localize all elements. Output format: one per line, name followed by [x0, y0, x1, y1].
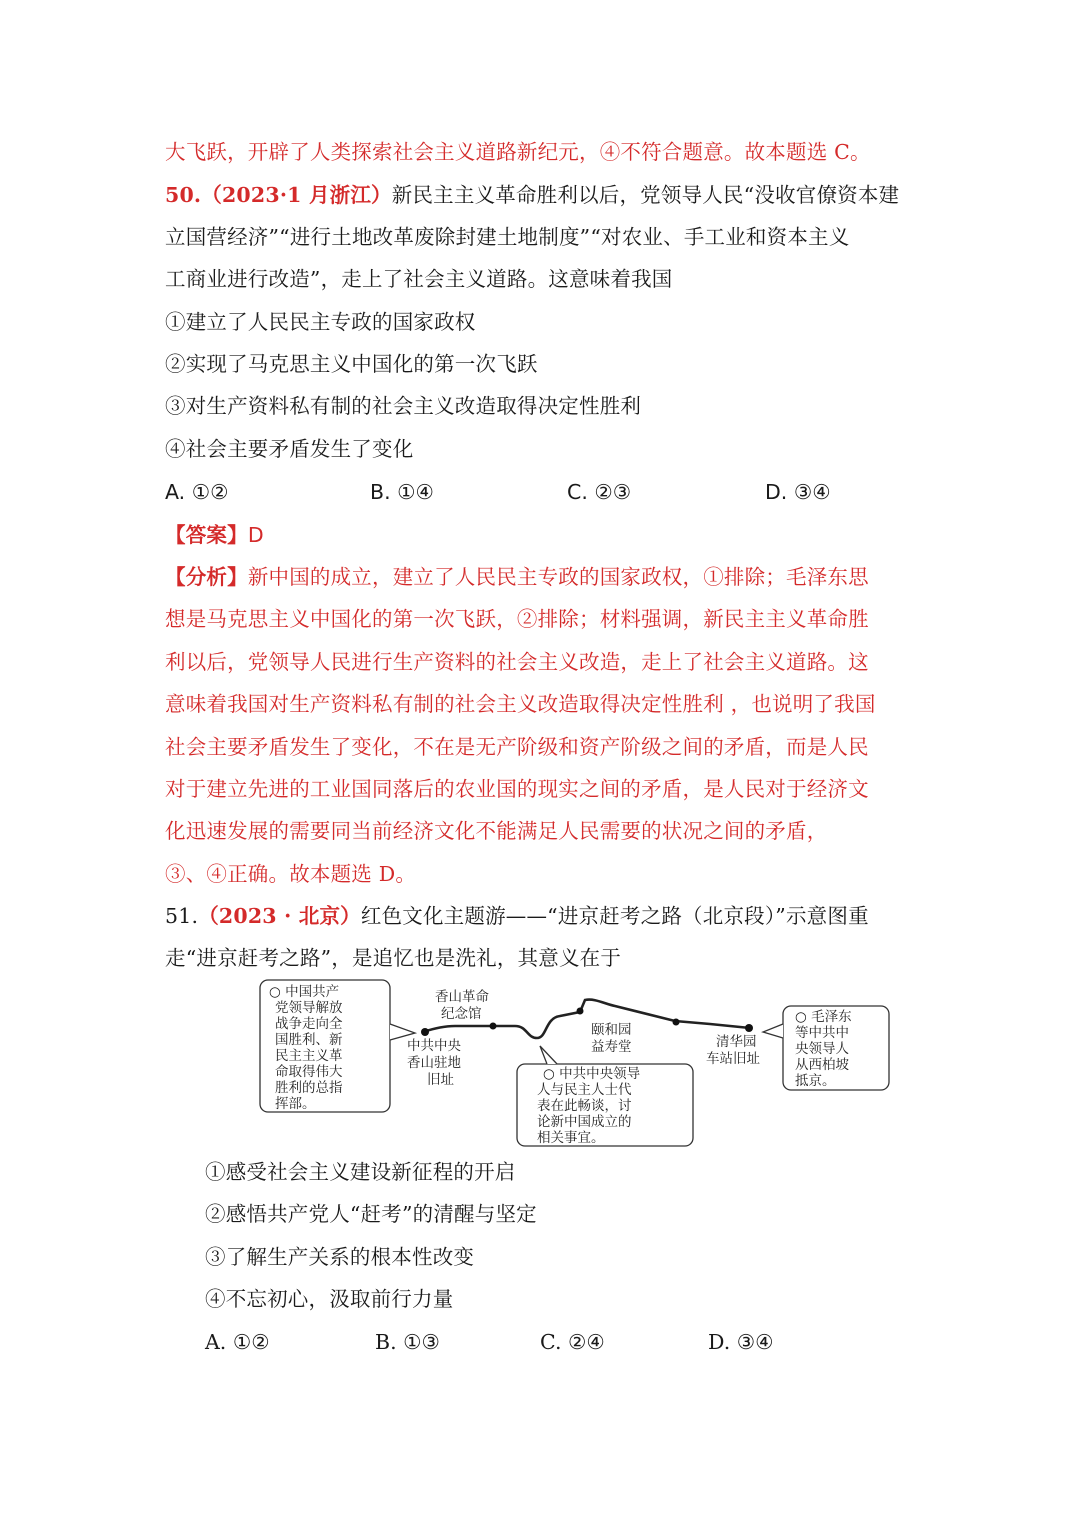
stop-dot-memorial [490, 1023, 497, 1030]
q50-answer [165, 521, 264, 549]
label-memorial-2: 纪念馆 [441, 1006, 482, 1022]
stop-dot-yiheyuan [577, 1008, 584, 1015]
q50-stem-line-2: 立国营经济”“进行土地改革废除封建土地制度”“对农业、手工业和资本主义 [165, 225, 850, 249]
q50-stem-line-3: 工商业进行改造”，走上了社会主义道路。这意味着我国 [165, 267, 673, 291]
label-qinghuayuan-1: 清华园 [716, 1034, 757, 1050]
answer-value: D [247, 523, 264, 547]
callout-right-line-3: 央领导人 [795, 1041, 849, 1057]
q51-number: 51. [165, 904, 199, 928]
q51-statement-2: ②感悟共产党人“赶考”的清醒与坚定 [205, 1202, 537, 1226]
callout-left-line-1: ○ 中国共产 [269, 984, 340, 1000]
label-site-1: 中共中央 [407, 1038, 461, 1054]
callout-pointer-right [763, 1024, 783, 1038]
callout-left-line-3: 战争走向全 [275, 1016, 343, 1032]
q50-statement-1: ①建立了人民民主专政的国家政权 [165, 310, 476, 334]
callout-right-line-2: 等中共中 [795, 1025, 849, 1041]
callout-middle-line-1: ○ 中共中央领导 [543, 1066, 641, 1082]
callout-right-line-1: ○ 毛泽东 [795, 1009, 852, 1025]
label-site-3: 旧址 [427, 1072, 454, 1088]
callout-right-line-4: 从西柏坡 [795, 1057, 849, 1073]
callout-middle-line-4: 论新中国成立的 [537, 1114, 632, 1130]
stop-dot-midway [673, 1019, 680, 1026]
q51-source: （2023 · 北京） [198, 904, 361, 928]
q51-option-b: B. ①③ [375, 1330, 440, 1354]
callout-pointer-middle [540, 1046, 557, 1064]
q50-source: （2023·1 月浙江） [201, 183, 392, 207]
q50-statement-4: ④社会主要矛盾发生了变化 [165, 437, 414, 461]
q51-statement-1: ①感受社会主义建设新征程的开启 [205, 1160, 516, 1184]
callout-left-line-4: 国胜利、新 [275, 1032, 343, 1048]
stop-dot-xiangshan-site [421, 1028, 429, 1036]
callout-left-line-5: 民主主义革 [275, 1048, 343, 1064]
q51-option-d: D. ③④ [708, 1330, 774, 1354]
q50-analysis-line-5: 社会主要矛盾发生了变化，不在是无产阶级和资产阶级之间的矛盾，而是人民 [165, 735, 869, 759]
analysis-text-1: 新中国的成立，建立了人民民主专政的国家政权，①排除；毛泽东思 [247, 565, 869, 589]
label-qinghuayuan-2: 车站旧址 [706, 1051, 760, 1067]
stop-dot-qinghuayuan [745, 1024, 753, 1032]
q50-statement-3: ③对生产资料私有制的社会主义改造取得决定性胜利 [165, 394, 642, 418]
callout-right-line-5: 抵京。 [795, 1073, 836, 1089]
q51-option-c: C. ②④ [540, 1330, 605, 1354]
callout-middle-line-5: 相关事宜。 [537, 1130, 605, 1146]
callout-middle-line-2: 人与民主人士代 [537, 1082, 632, 1098]
q51-stem-line-1 [165, 902, 869, 930]
analysis-label: 【分析】 [165, 565, 248, 589]
q50-stem-text-1: 新民主主义革命胜利以后，党领导人民“没收官僚资本建 [391, 183, 900, 207]
label-memorial-1: 香山革命 [435, 989, 489, 1005]
q50-stem-line-1 [165, 181, 899, 209]
label-site-2: 香山驻地 [407, 1055, 461, 1071]
label-yiheyuan-1: 颐和园 [591, 1022, 632, 1038]
q50-option-c: C. ②③ [567, 480, 632, 504]
previous-analysis-ending: 大飞跃，开辟了人类探索社会主义道路新纪元，④不符合题意。故本题选 C。 [165, 140, 871, 164]
q51-statement-3: ③了解生产关系的根本性改变 [205, 1245, 475, 1269]
q50-option-b: B. ①④ [370, 480, 434, 504]
q50-analysis-line-8: ③、④正确。故本题选 D。 [165, 862, 417, 886]
q50-analysis-line-1 [165, 563, 869, 591]
q50-number: 50. [165, 183, 202, 207]
q50-analysis-line-3: 利以后，党领导人民进行生产资料的社会主义改造，走上了社会主义道路。这 [165, 650, 869, 674]
callout-left-line-6: 命取得伟大 [275, 1064, 343, 1080]
q50-analysis-line-4: 意味着我国对生产资料私有制的社会主义改造取得决定性胜利 ，也说明了我国 [165, 692, 876, 716]
route-map-svg [255, 976, 895, 1152]
q50-analysis-line-6: 对于建立先进的工业国同落后的农业国的现实之间的矛盾，是人民对于经济文 [165, 777, 869, 801]
q50-analysis-line-7: 化迅速发展的需要同当前经济文化不能满足人民需要的状况之间的矛盾， [165, 819, 828, 843]
q51-option-a: A. ①② [205, 1330, 270, 1354]
callout-left-line-2: 党领导解放 [275, 1000, 343, 1016]
q51-statement-4: ④不忘初心，汲取前行力量 [205, 1287, 454, 1311]
q50-option-d: D. ③④ [765, 480, 831, 504]
q50-option-a: A. ①② [165, 480, 229, 504]
route-map-figure [255, 976, 895, 1152]
q51-stem-text-1: 红色文化主题游——“进京赶考之路（北京段）”示意图重 [360, 904, 869, 928]
q51-stem-line-2: 走“进京赶考之路”，是追忆也是洗礼，其意义在于 [165, 946, 622, 970]
label-yiheyuan-2: 益寿堂 [591, 1039, 632, 1055]
answer-label: 【答案】 [165, 523, 248, 547]
callout-left-line-7: 胜利的总指 [275, 1080, 343, 1096]
q50-analysis-line-2: 想是马克思主义中国化的第一次飞跃，②排除；材料强调，新民主主义革命胜 [165, 607, 869, 631]
callout-left-line-8: 挥部。 [275, 1096, 316, 1112]
q50-statement-2: ②实现了马克思主义中国化的第一次飞跃 [165, 352, 538, 376]
callout-middle-line-3: 表在此畅谈，讨 [537, 1098, 632, 1114]
